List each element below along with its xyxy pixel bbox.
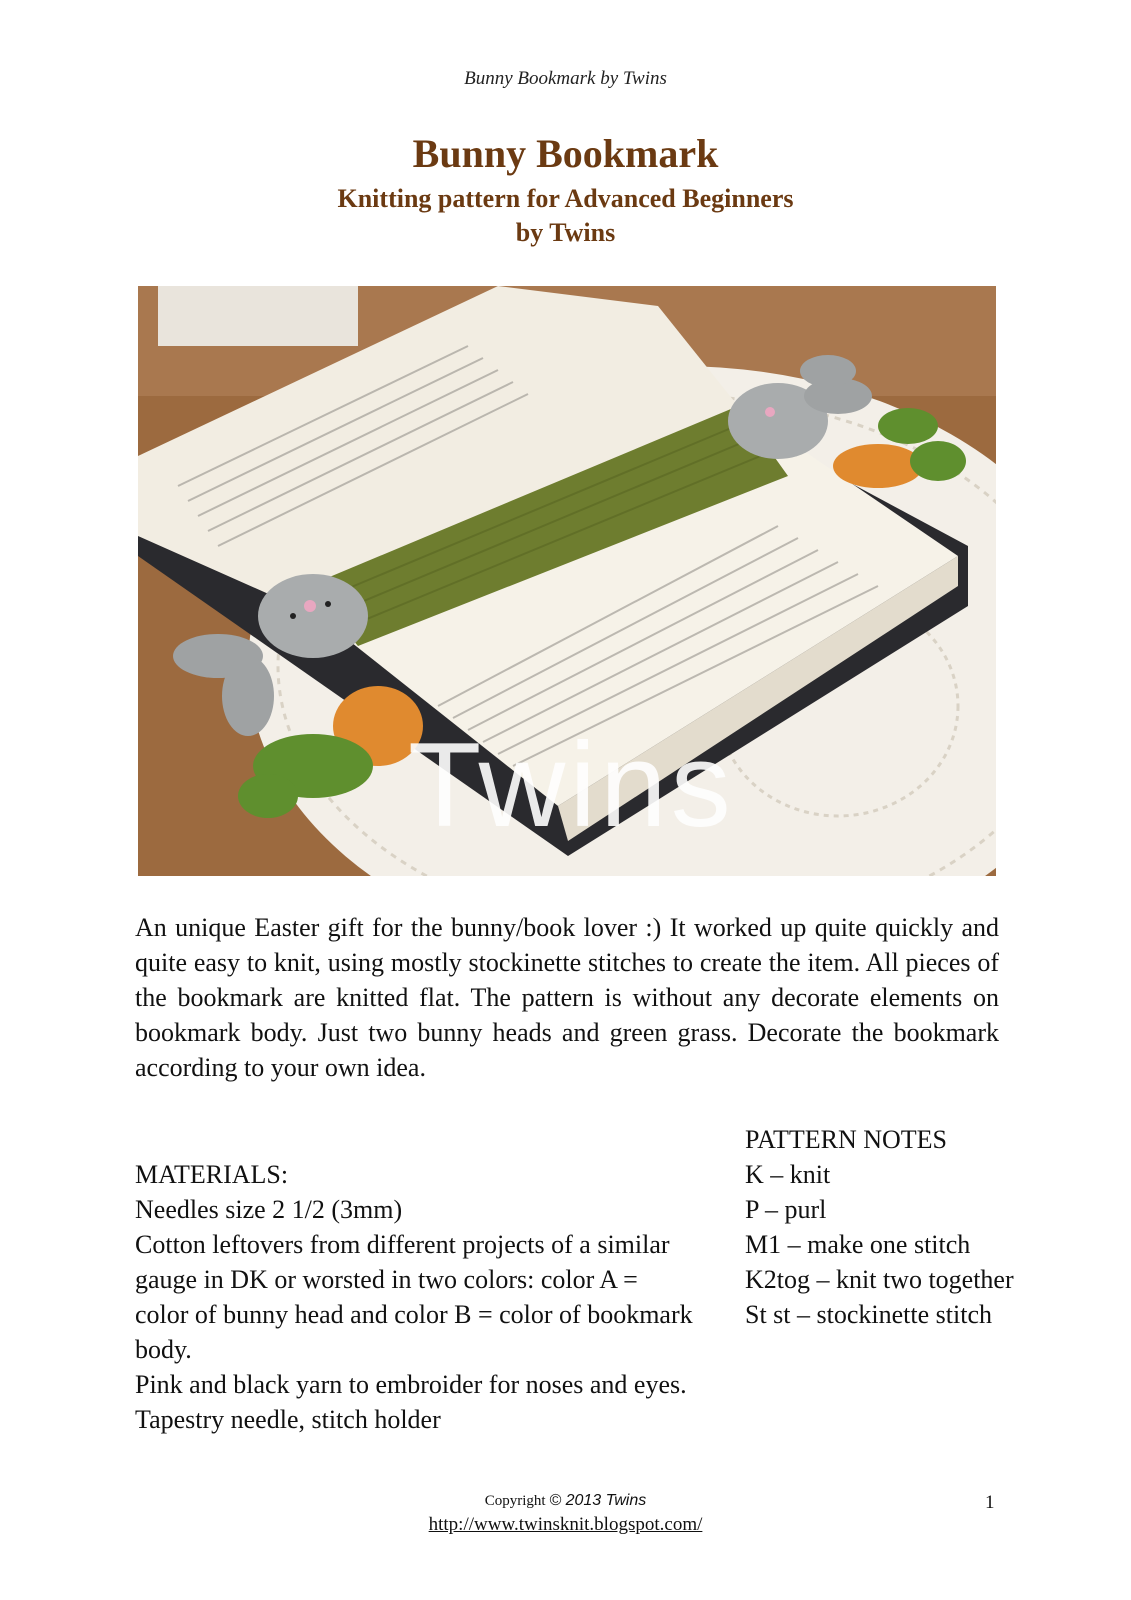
materials-section bbox=[135, 1157, 695, 1437]
materials-line-yarn: Cotton leftovers from different projects of a similar gauge in DK or worsted in two colors: color A = color of bunny head and color B = color of bookmark body. bbox=[135, 1230, 693, 1364]
materials-line-needles: Needles size 2 1/2 (3mm) bbox=[135, 1195, 403, 1224]
pattern-note-item: K – knit bbox=[745, 1160, 831, 1189]
bunny-nose-right bbox=[765, 407, 775, 417]
pattern-note-item: K2tog – knit two together bbox=[745, 1265, 1014, 1294]
pattern-note-item: St st – stockinette stitch bbox=[745, 1300, 992, 1329]
bunny-eye-left-2 bbox=[325, 601, 331, 607]
page-byline: by Twins bbox=[515, 218, 616, 247]
photo-watermark: Twins bbox=[408, 718, 735, 852]
page-number: 1 bbox=[985, 1492, 995, 1513]
bunny-head-left bbox=[258, 574, 368, 658]
pattern-note-item: P – purl bbox=[745, 1195, 827, 1224]
materials-line-tools: Tapestry needle, stitch holder bbox=[135, 1405, 441, 1434]
page-subtitle: Knitting pattern for Advanced Beginners bbox=[337, 184, 794, 213]
leaf-right-1 bbox=[878, 408, 938, 444]
bookmark-photo-illustration bbox=[138, 286, 996, 876]
footer-copyright bbox=[0, 1492, 1131, 1510]
bunny-ear-right-2 bbox=[800, 355, 856, 387]
copyright-year: © 2013 Twins bbox=[549, 1492, 647, 1509]
leaf-left-2 bbox=[238, 774, 298, 818]
materials-line-embroidery: Pink and black yarn to embroider for noses and eyes. bbox=[135, 1370, 687, 1399]
bunny-nose-left bbox=[304, 600, 316, 612]
leaf-right-2 bbox=[910, 441, 966, 481]
intro-paragraph: An unique Easter gift for the bunny/book lover :) It worked up quite quickly and quite easy to knit, using mostly stockinette stitches to create the item. All pieces of the bookmark are knitted flat. The pattern is without any decorate elements on bookmark body. Just two bunny heads and green grass. Decorate the bookmark according to your own idea. bbox=[135, 913, 999, 1082]
pattern-note-item: M1 – make one stitch bbox=[745, 1230, 971, 1259]
materials-heading: MATERIALS: bbox=[135, 1160, 289, 1189]
pattern-notes-heading: PATTERN NOTES bbox=[745, 1125, 948, 1154]
carrot-right bbox=[833, 444, 923, 488]
bookmark-photo bbox=[138, 286, 996, 876]
footer-website-link[interactable]: http://www.twinsknit.blogspot.com/ bbox=[428, 1514, 703, 1535]
bunny-eye-left-1 bbox=[290, 613, 296, 619]
copyright-label: Copyright bbox=[484, 1493, 546, 1509]
pattern-notes-section bbox=[745, 1122, 1015, 1332]
paper-corner bbox=[158, 286, 358, 346]
running-header: Bunny Bookmark by Twins bbox=[464, 68, 667, 89]
bunny-ear-left-2 bbox=[222, 656, 274, 736]
page-title: Bunny Bookmark bbox=[412, 131, 719, 176]
